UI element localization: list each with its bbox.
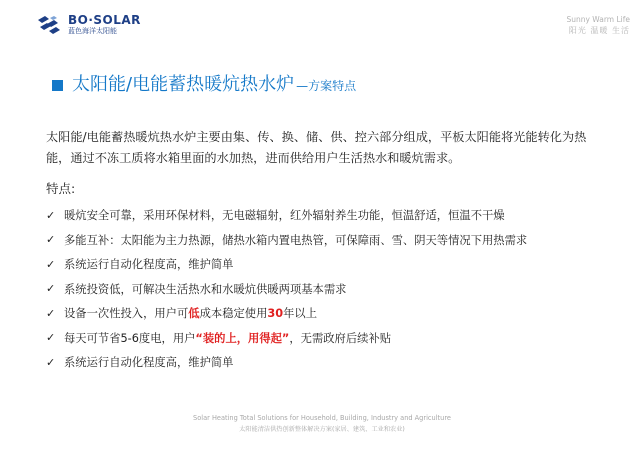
intro-paragraph: 太阳能/电能蓄热暖炕热水炉主要由集、传、换、储、供、控六部分组成，平板太阳能将光能转化为热能，通过不冻工质将水箱里面的水加热，进而供给用户生活热水和暖炕需求。 bbox=[46, 130, 587, 165]
feature-text bbox=[64, 305, 317, 321]
logo-subtitle: 蓝色海洋太阳能 bbox=[68, 27, 117, 35]
checkmark-icon: ✓ bbox=[46, 306, 56, 320]
feature-text-part: ，无需政府后续补贴 bbox=[289, 331, 392, 345]
footer-chinese: 太阳能清洁供热创新整体解决方案(家居、建筑、工业和农业) bbox=[239, 426, 405, 433]
slogan bbox=[566, 15, 630, 36]
feature-item bbox=[46, 350, 527, 375]
bo-solar-logo-icon bbox=[36, 14, 62, 36]
checkmark-icon: ✓ bbox=[46, 208, 56, 222]
features-heading: 特点: bbox=[46, 181, 76, 196]
checkmark-icon: ✓ bbox=[46, 282, 56, 296]
slogan-english: Sunny Warm Life bbox=[566, 15, 630, 24]
feature-text-part: 设备一次性投入，用户可 bbox=[64, 307, 189, 321]
checkmark-icon: ✓ bbox=[46, 233, 56, 247]
brand-logo[interactable] bbox=[36, 14, 141, 36]
feature-text: 系统运行自动化程度高，维护简单 bbox=[64, 356, 234, 370]
title-main: 太阳能/电能蓄热暖炕热水炉 bbox=[72, 74, 295, 95]
feature-text-part: 年以上 bbox=[283, 307, 318, 321]
feature-item bbox=[46, 277, 527, 302]
feature-item bbox=[46, 326, 527, 351]
footer-english: Solar Heating Total Solutions for Household, Building, Industry and Agriculture bbox=[193, 414, 451, 422]
feature-text: 多能互补：太阳能为主力热源，储热水箱内置电热管，可保障雨、雪、阴天等情况下用热需求 bbox=[64, 233, 528, 247]
feature-item bbox=[46, 252, 527, 277]
checkmark-icon: ✓ bbox=[46, 331, 56, 345]
logo-name: BO·SOLAR bbox=[68, 13, 141, 27]
feature-text bbox=[64, 330, 391, 346]
title-subtitle: —方案特点 bbox=[296, 79, 357, 93]
header bbox=[0, 0, 644, 48]
slide-title bbox=[52, 70, 356, 96]
feature-text-part: 每天可节省5-6度电，用户 bbox=[64, 331, 196, 345]
feature-item bbox=[46, 203, 527, 228]
checkmark-icon: ✓ bbox=[46, 257, 56, 271]
feature-item bbox=[46, 228, 527, 253]
feature-text: 暖炕安全可靠，采用环保材料，无电磁辐射，红外辐射养生功能，恒温舒适，恒温不干燥 bbox=[64, 209, 505, 223]
feature-highlight: 30 bbox=[267, 307, 284, 321]
slogan-chinese: 阳光 温暖 生活 bbox=[568, 26, 630, 35]
feature-text-part: 成本稳定使用 bbox=[199, 307, 268, 321]
feature-item bbox=[46, 301, 527, 326]
feature-text: 系统投资低，可解决生活热水和水暖炕供暖两项基本需求 bbox=[64, 282, 347, 296]
feature-highlight: 低 bbox=[188, 307, 200, 321]
title-bullet-icon bbox=[52, 80, 63, 91]
features-list bbox=[46, 203, 527, 375]
feature-highlight: “装的上，用得起” bbox=[195, 331, 290, 345]
checkmark-icon: ✓ bbox=[46, 355, 56, 369]
feature-text: 系统运行自动化程度高，维护简单 bbox=[64, 258, 234, 272]
